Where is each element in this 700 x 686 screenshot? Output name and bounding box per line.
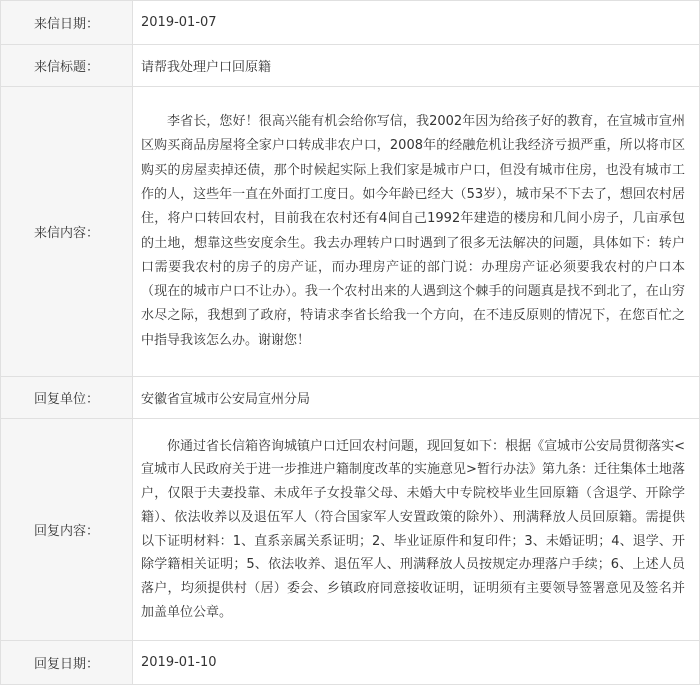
reply-date-label: 回复日期： [1, 641, 133, 685]
letter-content-text: 李省长，您好！很高兴能有机会给你写信，我2002年因为给孩子好的教育，在宣城市宣州区购买商品房屋将全家户口转成非农户口，2008年的经融危机让我经济亏损严重，所以将市区购买的房屋卖掉还债，那个时候起实际上我们家是城市户口，但没有城市住房，也没有城市工作的人，这些年一直在外面打工度日。如今年龄已经大（53岁），城市呆不下去了，想回农村居住，将户口转回农村，目前我在农村还有4间自己1992年建造的楼房和几间小房子，几亩承包的土地，想靠这些安度余生。我去办理转户口时遇到了很多无法解决的问题，具体如下：转户口需要我农村的房子的房产证，而办理房产证的部门说：办理房产证必须要我农村的户口本（现在的城市户口不让办）。我一个农村出来的人遇到这个棘手的问题真是找不到北了，在山穷水尽之际，我想到了政府，特请求李省长给我一个方向，在不违反原则的情况下，在您百忙之中指导我该怎么办。谢谢您！ [141, 114, 685, 348]
reply-content-label: 回复内容： [1, 419, 133, 641]
letter-date-label: 来信日期： [1, 1, 133, 45]
reply-date-row [1, 641, 700, 685]
reply-content-text: 你通过省长信箱咨询城镇户口迁回农村问题，现回复如下：根据《宣城市公安局贯彻落实<宣城市人民政府关于进一步推进户籍制度改革的实施意见>暂行办法》第九条：迁往集体土地落户，仅限于夫妻投靠、未成年子女投靠父母、未婚大中专院校毕业生回原籍（含退学、开除学籍）、依法收养以及退伍军人（符合国家军人安置政策的除外）、刑满释放人员回原籍。需提供以下证明材料：1、直系亲属关系证明；2、毕业证原件和复印件；3、未婚证明；4、退学、开除学籍相关证明；5、依法收养、退伍军人、刑满释放人员按规定办理落户手续；6、上述人员落户，均须提供村（居）委会、乡镇政府同意接收证明，证明须有主要领导签署意见及签名并加盖单位公章。 [141, 438, 685, 620]
letter-content-row [1, 87, 700, 377]
reply-content-row [1, 419, 700, 641]
reply-date-value: 2019-01-10 [133, 641, 700, 685]
letter-title-label: 来信标题： [1, 45, 133, 87]
reply-unit-row [1, 377, 700, 419]
letter-title-value: 请帮我处理户口回原籍 [133, 45, 700, 87]
reply-unit-label: 回复单位： [1, 377, 133, 419]
letter-title-row [1, 45, 700, 87]
letter-date-value: 2019-01-07 [133, 1, 700, 45]
letter-content-label: 来信内容： [1, 87, 133, 377]
reply-unit-value: 安徽省宣城市公安局宣州分局 [133, 377, 700, 419]
letter-date-row [1, 1, 700, 45]
